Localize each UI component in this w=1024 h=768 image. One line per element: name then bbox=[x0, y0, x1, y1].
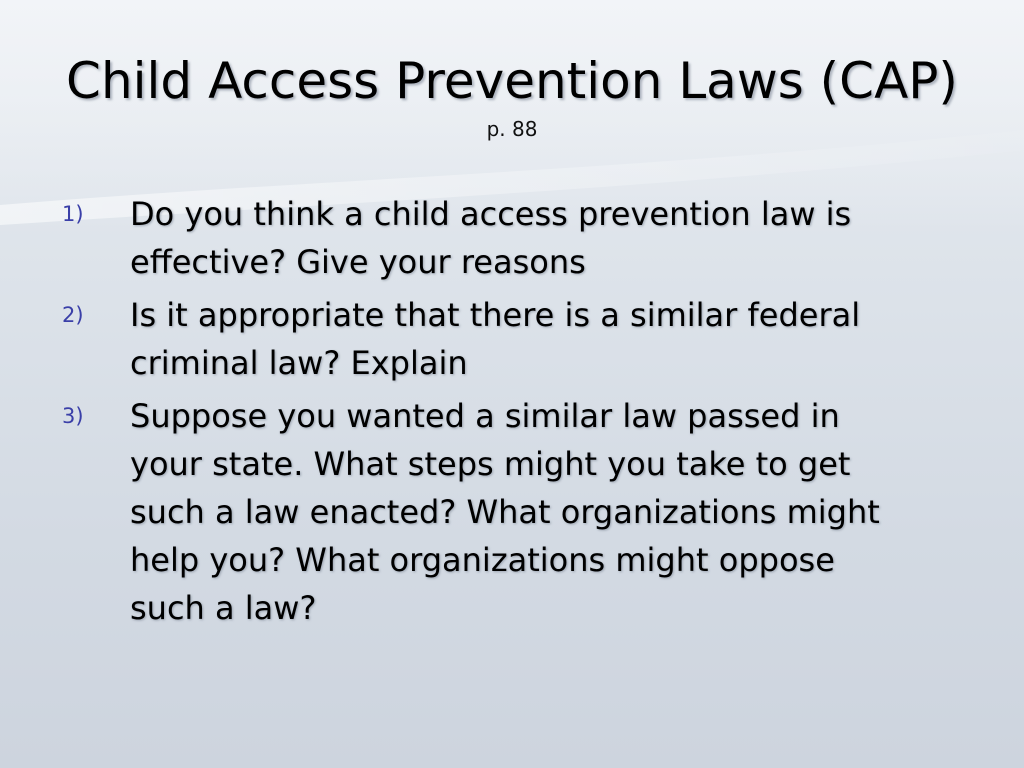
slide-subtitle: p. 88 bbox=[486, 117, 538, 141]
question-item bbox=[0, 392, 1024, 632]
question-item bbox=[0, 291, 1024, 387]
question-line: such a law? bbox=[130, 589, 317, 627]
question-line: such a law enacted? What organizations might bbox=[130, 493, 880, 531]
question-number: 3) bbox=[62, 404, 84, 428]
question-number: 1) bbox=[62, 202, 84, 226]
slide-title: Child Access Prevention Laws (CAP) bbox=[66, 52, 958, 110]
question-item bbox=[0, 190, 1024, 286]
question-line: Suppose you wanted a similar law passed in bbox=[130, 397, 840, 435]
question-line: effective? Give your reasons bbox=[130, 243, 586, 281]
question-number: 2) bbox=[62, 303, 84, 327]
question-line: Do you think a child access prevention law is bbox=[130, 195, 852, 233]
question-text bbox=[130, 392, 980, 632]
question-list bbox=[0, 190, 1024, 637]
question-line: your state. What steps might you take to get bbox=[130, 445, 851, 483]
question-line: criminal law? Explain bbox=[130, 344, 468, 382]
question-line: Is it appropriate that there is a similar federal bbox=[130, 296, 861, 334]
question-line: help you? What organizations might oppose bbox=[130, 541, 835, 579]
question-text bbox=[130, 190, 980, 286]
question-text bbox=[130, 291, 980, 387]
